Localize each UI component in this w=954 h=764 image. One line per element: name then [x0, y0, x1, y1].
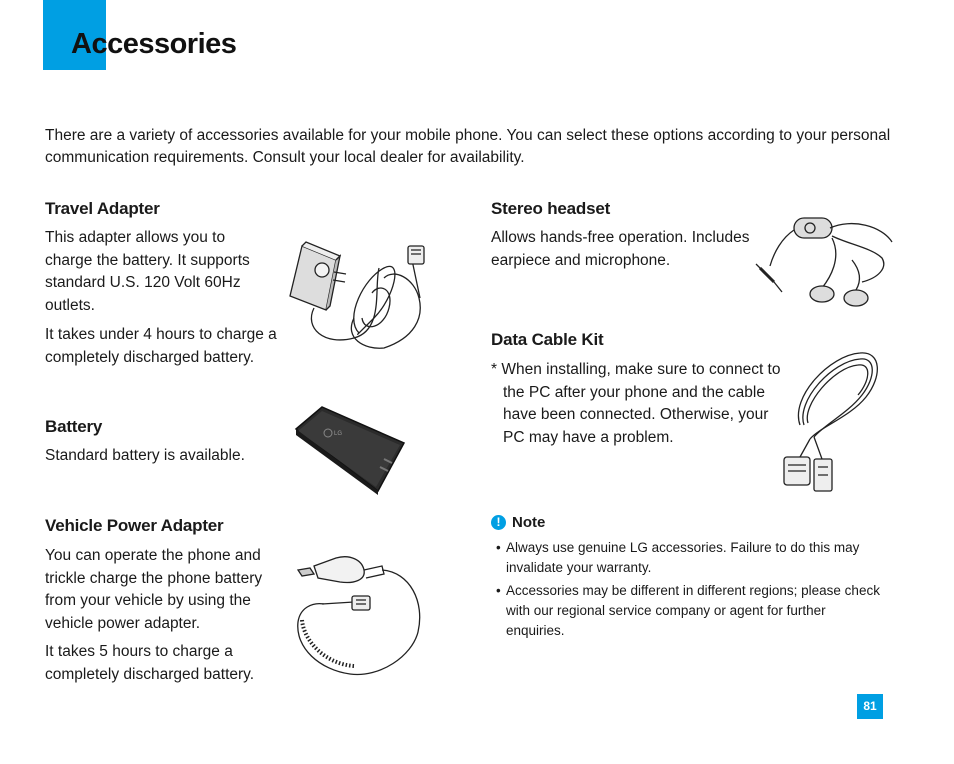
intro-text: There are a variety of accessories available for your mobile phone. You can select these options according to your personal communication requirements. Consult your local dealer for availability.: [45, 127, 891, 166]
stereo-headset-desc: Allows hands-free operation. Includes earpiece and microphone.: [491, 229, 750, 269]
vehicle-adapter-illustration: [290, 552, 430, 682]
note-item: • Always use genuine LG accessories. Failure to do this may invalidate your warranty.: [496, 538, 886, 578]
page-title: Accessories: [71, 28, 237, 60]
stereo-headset-title: Stereo headset: [491, 199, 611, 218]
data-cable-desc: * When installing, make sure to connect to the PC after your phone and the cable have been connected. Otherwise, your PC may have a problem.: [491, 361, 781, 446]
battery-logo-text: LG: [334, 431, 343, 437]
note-heading: [491, 514, 545, 531]
travel-adapter-desc: This adapter allows you to charge the battery. It supports standard U.S. 120 Volt 60Hz outlets.: [45, 229, 250, 314]
travel-adapter-charge-time: It takes under 4 hours to charge a completely discharged battery.: [45, 326, 277, 366]
page-number: 81: [857, 694, 883, 719]
travel-adapter-illustration: [284, 238, 434, 353]
note-list: [496, 538, 886, 644]
battery-title: Battery: [45, 417, 103, 436]
travel-adapter-title: Travel Adapter: [45, 199, 160, 218]
vehicle-adapter-charge-time: It takes 5 hours to charge a completely discharged battery.: [45, 643, 255, 683]
vehicle-adapter-title: Vehicle Power Adapter: [45, 516, 224, 535]
vehicle-adapter-desc: You can operate the phone and trickle charge the phone battery from your vehicle by using the vehicle power adapter.: [45, 547, 263, 632]
data-cable-title: Data Cable Kit: [491, 330, 604, 349]
battery-illustration: [288, 403, 408, 495]
note-title: Note: [512, 514, 546, 531]
battery-desc: Standard battery is available.: [45, 447, 245, 464]
note-item: • Accessories may be different in different regions; please check with our regional service company or agent for further enquiries.: [496, 581, 886, 641]
exclamation-icon: !: [491, 515, 506, 530]
stereo-headset-illustration: [752, 208, 897, 316]
data-cable-illustration: [770, 347, 885, 495]
